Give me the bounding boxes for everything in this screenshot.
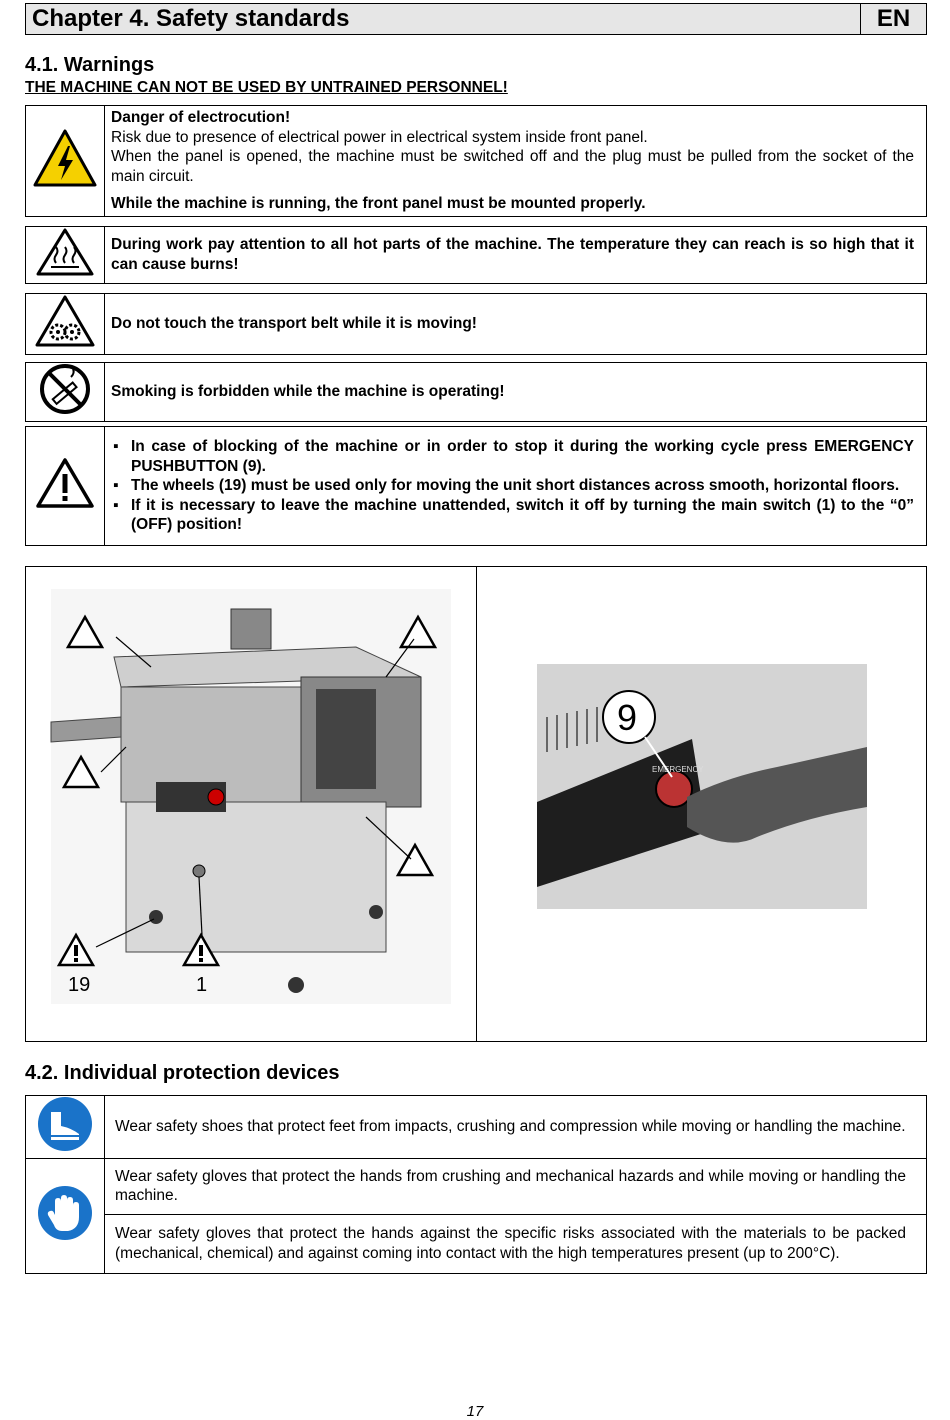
machine-drawing [26, 567, 476, 1041]
list-item: ▪ The wheels (19) must be used only for moving the unit short distances across smooth, horizontal floors. [111, 476, 914, 496]
warning-hot [25, 226, 927, 284]
page-number: 17 [466, 1403, 484, 1420]
hot-warning-text: During work pay attention to all hot parts of the machine. The temperature they can reach is so high that it can cause burns! [105, 227, 927, 284]
label-emergency-button: 9 [617, 697, 638, 738]
safety-gloves-icon [37, 1185, 93, 1241]
machine-illustration [26, 567, 476, 1041]
emergency-button-photo [476, 567, 927, 1041]
warning-belt [25, 293, 927, 355]
section-title-warnings: 4.1. Warnings [25, 54, 155, 76]
warning-smoking [25, 362, 927, 422]
no-smoking-icon [39, 363, 91, 415]
shoes-text: Wear safety shoes that protect feet from impacts, crushing and compression while moving or handling the machine. [105, 1096, 927, 1159]
figure-panel [25, 566, 927, 1042]
protection-table [25, 1095, 927, 1274]
electric-title: Danger of electrocution! [111, 109, 291, 126]
electric-line-3: While the machine is running, the front panel must be mounted properly. [111, 195, 646, 212]
gloves-mechanical-text: Wear safety gloves that protect the hands from crushing and mechanical hazards and while moving or handling the machine. [105, 1158, 927, 1214]
gloves-specific-text: Wear safety gloves that protect the hands against the specific risks associated with the materials to be packed (mechanical, chemical) and against coming into contact with the high temperatures present (up to 200°C). [105, 1214, 927, 1273]
moving-parts-icon [34, 294, 96, 348]
warning-electric [25, 105, 927, 217]
warning-general [25, 426, 927, 546]
list-item: ▪ In case of blocking of the machine or in order to stop it during the working cycle press EMERGENCY PUSHBUTTON (9). [111, 437, 914, 476]
chapter-title: Chapter 4. Safety standards [26, 4, 861, 34]
list-item: ▪ If it is necessary to leave the machine unattended, switch it off by turning the main switch (1) to the “0” (OFF) position! [111, 496, 914, 535]
safety-shoes-icon [37, 1096, 93, 1152]
section-title-protection: 4.2. Individual protection devices [25, 1062, 340, 1084]
label-wheels: 19 [68, 974, 91, 996]
smoking-warning-text: Smoking is forbidden while the machine is operating! [105, 363, 927, 422]
section-subtitle: THE MACHINE CAN NOT BE USED BY UNTRAINED PERSONNEL! [25, 79, 508, 96]
language-code: EN [876, 5, 911, 32]
electric-hazard-icon [32, 128, 98, 188]
chapter-header [25, 3, 927, 35]
emergency-photo [477, 567, 927, 1041]
general-warning-list [111, 437, 914, 535]
electric-line-2: When the panel is opened, the machine must be switched off and the plug must be pulled from the socket of the main circuit. [111, 148, 914, 185]
general-warning-icon [35, 457, 95, 509]
belt-warning-text: Do not touch the transport belt while it is moving! [105, 294, 927, 355]
label-main-switch: 1 [196, 974, 208, 996]
emergency-button-text: EMERGENCY [652, 765, 704, 774]
hot-surface-icon [35, 227, 95, 277]
electric-line-1: Risk due to presence of electrical power in electrical system inside front panel. [111, 128, 648, 146]
